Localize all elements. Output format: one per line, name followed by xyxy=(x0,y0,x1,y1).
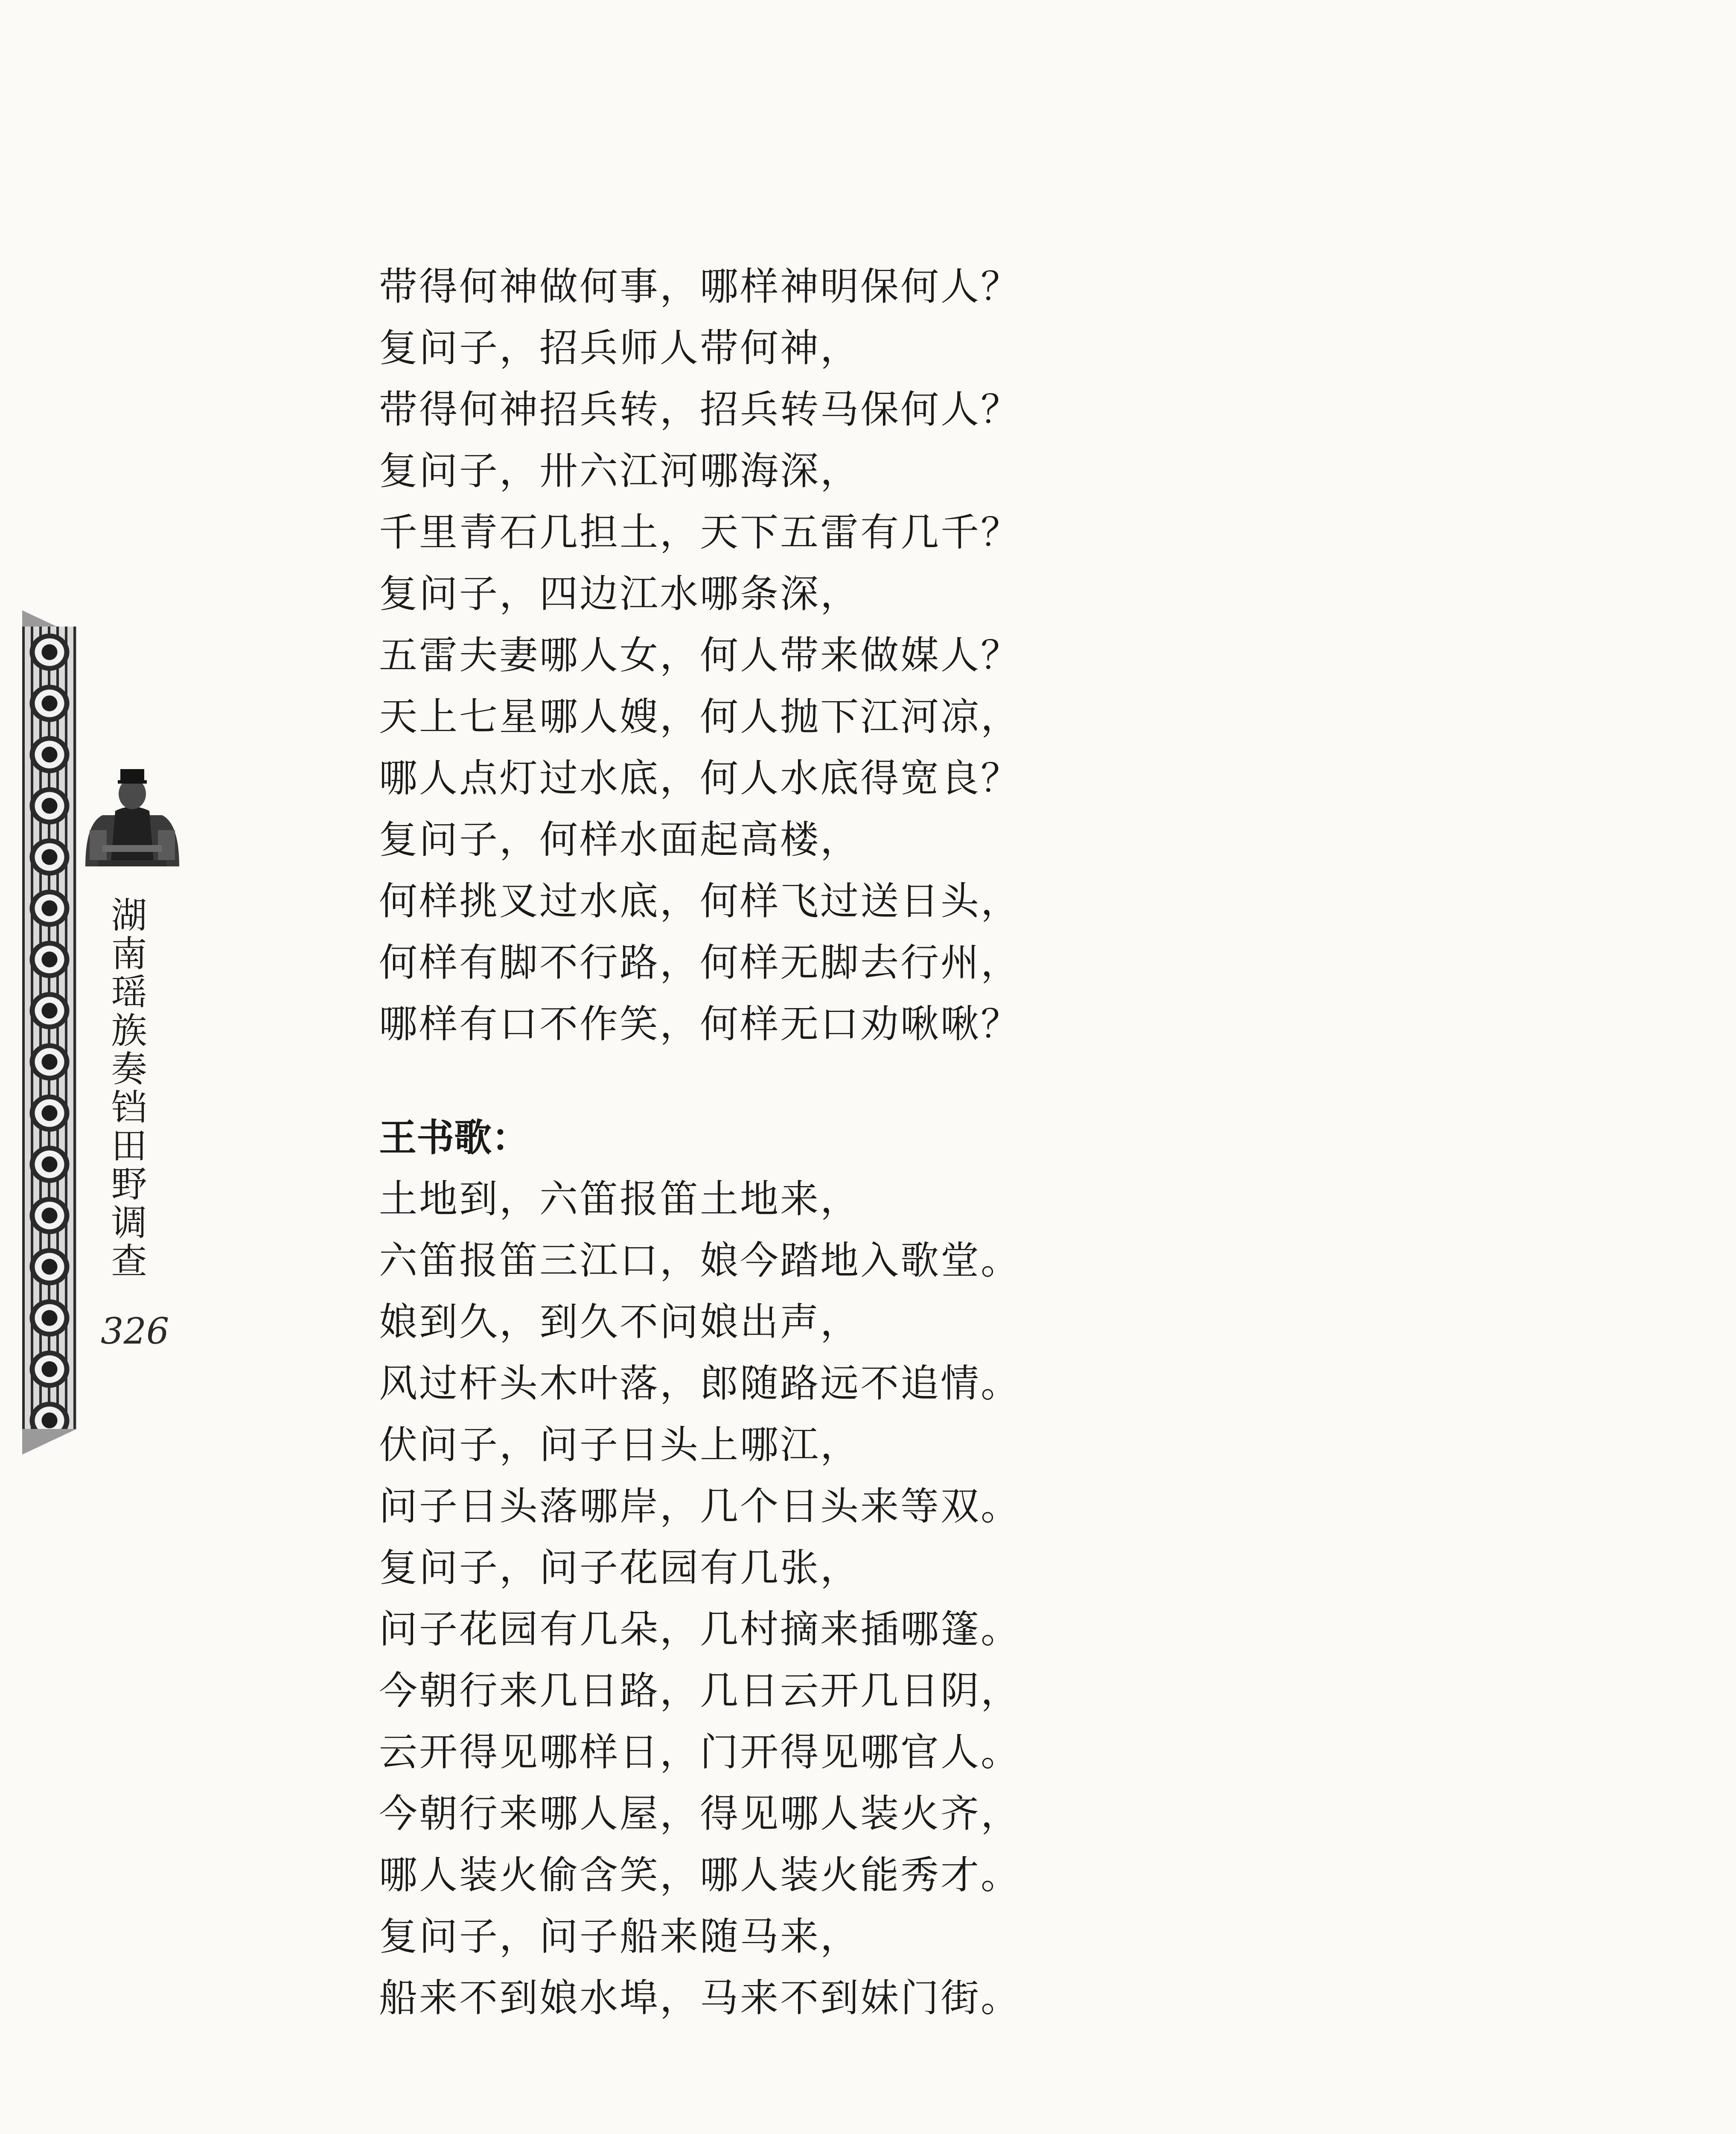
verse-line: 今朝行来几日路，几日云开几日阴， xyxy=(379,1668,1021,1713)
verse-line: 土地到，六笛报笛土地来， xyxy=(379,1177,860,1222)
verse-line: 哪人点灯过水底，何人水底得宽良？ xyxy=(379,756,1021,801)
seated-figure-emblem-icon xyxy=(77,760,188,871)
verse-line: 船来不到娘水埠，马来不到妹门街。 xyxy=(379,1976,1021,2020)
verse-line: 五雷夫妻哪人女，何人带来做媒人？ xyxy=(379,633,1021,678)
side-band-bottom-ornament xyxy=(22,1429,77,1455)
verse-line: 今朝行来哪人屋，得见哪人装火齐， xyxy=(379,1791,1021,1836)
verse-line: 何样挑叉过水底，何样飞过送日头， xyxy=(379,879,1021,924)
book-title-vertical: 湖南瑶族奏铛田野调查 xyxy=(105,896,147,1280)
verse-line: 娘到久，到久不问娘出声， xyxy=(379,1300,860,1344)
verse-section-2 xyxy=(379,1169,1403,2029)
verse-line: 千里青石几担土，天下五雷有几千？ xyxy=(379,510,1021,555)
verse-line: 复问子，卅六江河哪海深， xyxy=(379,449,860,493)
verse-line: 哪样有口不作笑，何样无口劝啾啾？ xyxy=(379,1002,1021,1047)
verse-line: 复问子，招兵师人带何神， xyxy=(379,326,860,370)
verse-line: 带得何神做何事，哪样神明保何人？ xyxy=(379,264,1021,309)
verse-line: 哪人装火偷含笑，哪人装火能秀才。 xyxy=(379,1853,1021,1898)
verse-line: 何样有脚不行路，何样无脚去行州， xyxy=(379,940,1021,985)
verse-line: 六笛报笛三江口，娘今踏地入歌堂。 xyxy=(379,1238,1021,1283)
section-heading: 王书歌： xyxy=(379,1116,530,1160)
verse-line: 问子花园有几朵，几村摘来插哪篷。 xyxy=(379,1607,1021,1652)
verse-line: 复问子，何样水面起高楼， xyxy=(379,817,860,862)
verse-line: 带得何神招兵转，招兵转马保何人？ xyxy=(379,387,1021,432)
verse-line: 伏问子，问子日头上哪江， xyxy=(379,1423,860,1467)
verse-line: 复问子，问子船来随马来， xyxy=(379,1914,860,1959)
page-body xyxy=(379,256,1403,2029)
verse-section-1 xyxy=(379,256,1403,1055)
verse-line: 问子日头落哪岸，几个日头来等双。 xyxy=(379,1484,1021,1529)
verse-line: 复问子，问子花园有几张， xyxy=(379,1545,860,1590)
verse-line: 天上七星哪人嫂，何人抛下江河凉， xyxy=(379,694,1021,739)
page-number: 326 xyxy=(101,1310,169,1352)
verse-line: 云开得见哪样日，门开得见哪官人。 xyxy=(379,1730,1021,1775)
verse-line: 复问子，四边江水哪条深， xyxy=(379,571,860,616)
decorative-side-band xyxy=(22,627,77,1429)
verse-line: 风过杆头木叶落，郎随路远不追情。 xyxy=(379,1361,1021,1406)
